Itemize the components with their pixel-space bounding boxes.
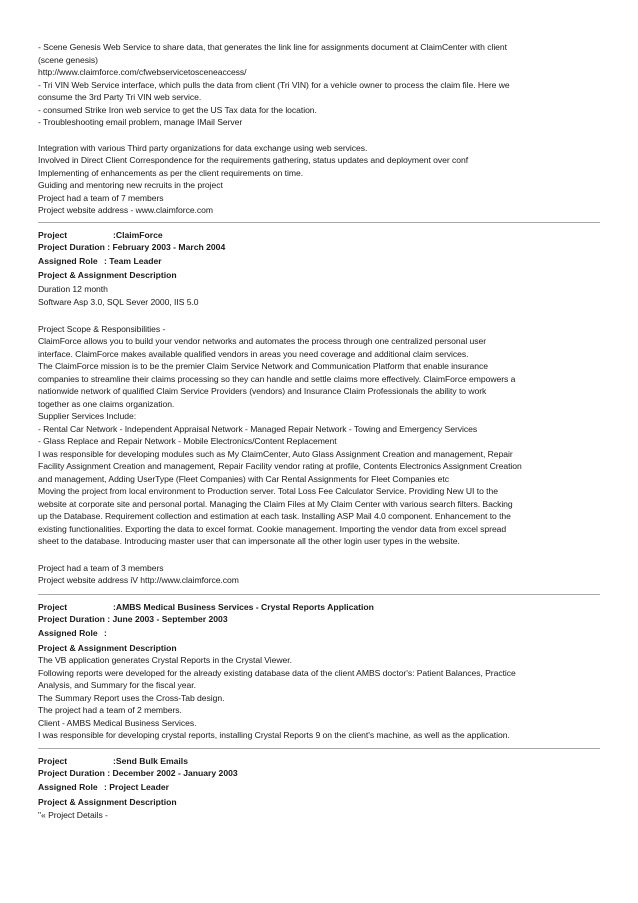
description-heading: Project & Assignment Description (38, 642, 177, 653)
text-line: Analysis, and Summary for the fiscal year. (38, 680, 196, 691)
description-heading: Project & Assignment Description (38, 270, 177, 281)
project-duration-row (38, 241, 608, 254)
role-label: Assigned Role (38, 781, 98, 792)
text-line: nationwide network of qualified Claim Service Providers (vendors) and Insurance Claim Professionals the ability to work (38, 386, 487, 397)
project-label: Project (38, 601, 68, 612)
section-divider (38, 222, 600, 223)
text-line: The ClaimForce mission is to be the premier Claim Service Network and Communication Platform that enable insurance (38, 361, 488, 372)
project-name: :ClaimForce (113, 229, 163, 240)
text-line: - consumed Strike Iron web service to get the US Tax data for the location. (38, 104, 317, 115)
text-line: Software Asp 3.0, SQL Sever 2000, IIS 5.0 (38, 297, 199, 308)
project-duration-row (38, 613, 608, 626)
assigned-role-row (38, 255, 608, 268)
duration-label: Project Duration (38, 768, 105, 779)
text-line: - Tri VIN Web Service interface, which pulls the data from client (Tri VIN) for a vehicle owner to process the claim file. Here we (38, 79, 510, 90)
intro-bullets (38, 41, 608, 129)
project-name: :Send Bulk Emails (113, 755, 188, 766)
project-duration-row (38, 767, 608, 780)
text-line: Moving the project from local environment to Production server. Total Loss Fee Calculator Service. Providing New UI to the (38, 486, 498, 497)
text-line: "« Project Details - (38, 810, 108, 821)
text-line: Guiding and mentoring new recruits in the project (38, 180, 223, 190)
text-line: consume the 3rd Party Tri VIN web service. (38, 92, 202, 102)
text-line: - Troubleshooting email problem, manage IMail Server (38, 117, 243, 127)
role-label: Assigned Role (38, 255, 98, 266)
text-line: The Summary Report uses the Cross-Tab design. (38, 692, 225, 703)
duration-label: Project Duration (38, 614, 105, 625)
duration-value: : June 2003 - September 2003 (107, 614, 228, 625)
project-claimforce (38, 229, 608, 587)
text-line: Project website address - www.claimforce.com (38, 205, 213, 215)
intro-paragraph (38, 142, 608, 217)
section-divider (38, 748, 600, 749)
project-label: Project (38, 229, 68, 240)
text-line: I was responsible for developing crystal reports, installing Crystal Reports 9 on the client's machine, as well as the application. (38, 730, 510, 741)
project-name: :AMBS Medical Business Services - Crystal Reports Application (113, 601, 374, 612)
project-name-row (38, 229, 608, 242)
text-line: Implementing of enhancements as per the client requirements on time. (38, 167, 304, 178)
duration-value: : December 2002 - January 2003 (107, 768, 238, 779)
text-line: website at corporate site and personal portal. Managing the Claim Files at My Claim Center with various search filters. Backing (38, 498, 513, 509)
text-line: Client - AMBS Medical Business Services. (38, 717, 197, 728)
text-line: interface. ClaimForce makes available qualified vendors in areas you need coverage and additional claim services. (38, 348, 469, 359)
text-line: ClaimForce allows you to build your vendor networks and automates the process through one centralized personal user (38, 336, 487, 347)
text-line: I was responsible for developing modules such as My ClaimCenter, Auto Glass Assignment Creation and management, Repair (38, 448, 513, 459)
project-name-row (38, 601, 608, 614)
text-line: http://www.claimforce.com/cfwebservicetosceneaccess/ (38, 67, 247, 77)
section-divider (38, 594, 600, 595)
text-line: together as one claims organization. (38, 398, 175, 409)
text-line: Integration with various Third party organizations for data exchange using web services. (38, 142, 368, 153)
text-line: Duration 12 month (38, 283, 108, 294)
text-line: - Scene Genesis Web Service to share data, that generates the link line for assignments document at ClaimCenter with client (38, 42, 507, 52)
text-line: Project website address iV http://www.claimforce.com (38, 575, 239, 586)
project-label: Project (38, 755, 68, 766)
role-label: Assigned Role (38, 628, 98, 639)
text-line: (scene genesis) (38, 54, 98, 65)
text-line: Project Scope & Responsibilities - (38, 323, 166, 334)
text-line: Project had a team of 3 members (38, 562, 164, 573)
text-line: Project had a team of 7 members (38, 192, 164, 203)
assigned-role-row (38, 781, 608, 794)
text-line: Following reports were developed for the already existing database data of the client AMBS doctor's: Patient Balances, Practice (38, 667, 516, 678)
text-line: Supplier Services Include: (38, 411, 137, 422)
project-name-row (38, 755, 608, 768)
text-line: existing functionalities. Exporting the data to excel format. Cookie management. Importing the vendor data from excel spread (38, 523, 507, 534)
project-send-bulk-emails (38, 755, 608, 822)
text-line: - Rental Car Network - Independent Appraisal Network - Managed Repair Network - Towing and Emergency Services (38, 423, 478, 434)
text-line: sheet to the database. Introducing master user that can impersonate all the other login user types in the website. (38, 536, 460, 547)
resume-page (38, 41, 608, 822)
text-line: Involved in Direct Client Correspondence for the requirements gathering, status updates and deployment over conf (38, 155, 469, 165)
project-ambs (38, 601, 608, 742)
text-line: Facility Assignment Creation and management, Repair Facility vendor rating at profile, Contents Electronics Assignment Creation (38, 461, 522, 472)
duration-label: Project Duration (38, 242, 105, 253)
duration-value: : February 2003 - March 2004 (107, 242, 226, 253)
role-value: : Team Leader (104, 255, 162, 266)
text-line: and management, Adding UserType (Fleet Companies) with Car Rental Assignments for Fleet Companies etc (38, 473, 449, 484)
text-line: - Glass Replace and Repair Network - Mobile Electronics/Content Replacement (38, 436, 337, 447)
role-value: : Project Leader (104, 781, 169, 792)
text-line: companies to streamline their claims processing so they can handle and settle claims more effectively. ClaimForce empowers a (38, 373, 516, 384)
text-line: The VB application generates Crystal Reports in the Crystal Viewer. (38, 655, 292, 666)
role-value: : (104, 628, 107, 639)
text-line: up the Database. Requirement collection and estimation at each task. Installing ASP Mail 4.0 component. Enhancement to the (38, 511, 511, 522)
description-heading: Project & Assignment Description (38, 796, 177, 807)
text-line: The project had a team of 2 members. (38, 705, 182, 716)
assigned-role-row (38, 627, 608, 640)
